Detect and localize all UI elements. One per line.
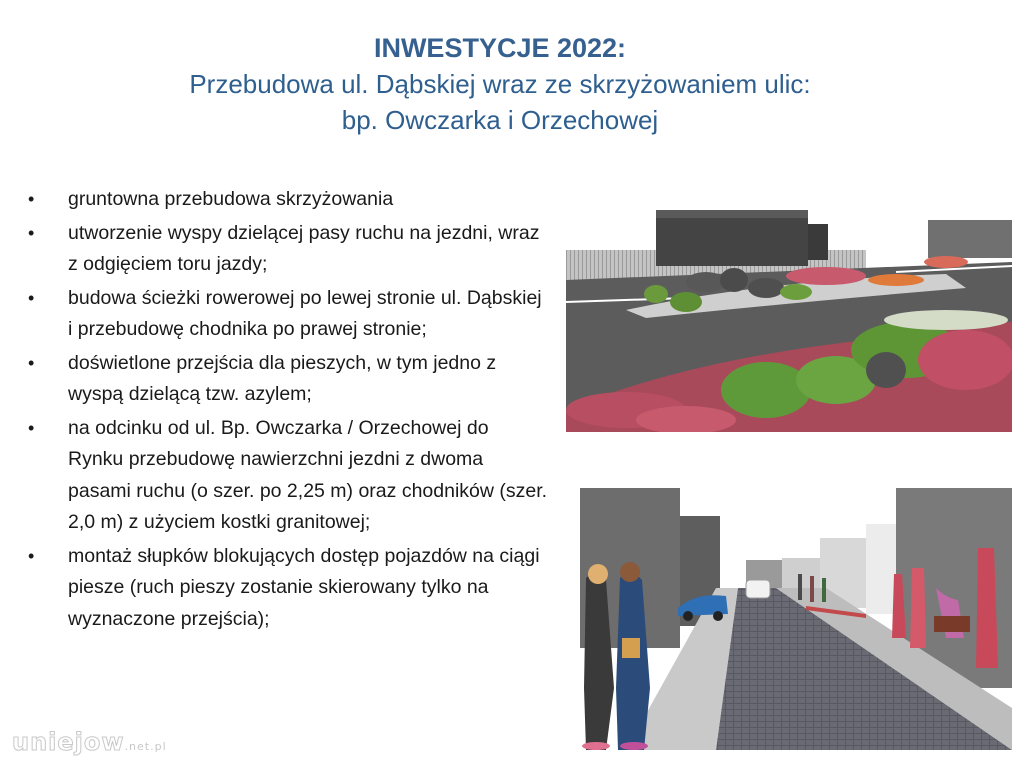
bullet-marker: • xyxy=(28,189,35,209)
slide-title xyxy=(0,30,1000,138)
bullet-marker: • xyxy=(28,222,35,243)
title-line-3: bp. Owczarka i Orzechowej xyxy=(341,105,659,135)
bullet-marker: • xyxy=(28,417,35,438)
bullet-item: • utworzenie wyspy dzielącej pasy ruchu na jezdni, wraz z odgięciem toru jazdy; xyxy=(28,218,548,281)
bullet-item: • doświetlone przejścia dla pieszych, w tym jedno z wyspą dzielącą tzw. azylem; xyxy=(28,348,548,411)
watermark: uniejow.net.pl xyxy=(12,728,167,756)
bullet-marker: • xyxy=(28,352,35,373)
title-line-1: INWESTYCJE 2022: xyxy=(373,33,627,63)
bullet-list xyxy=(28,184,548,637)
bullet-item: • budowa ścieżki rowerowej po lewej stronie ul. Dąbskiej i przebudowę chodnika po prawej stronie; xyxy=(28,283,548,346)
street-rendering xyxy=(566,488,1012,750)
title-line-2: Przebudowa ul. Dąbskiej wraz ze skrzyżowaniem ulic: xyxy=(189,69,811,99)
bullet-marker: • xyxy=(28,287,35,308)
bullet-item: • montaż słupków blokujących dostęp pojazdów na ciągi piesze (ruch pieszy zostanie skierowany tylko na wyznaczone przejścia); xyxy=(28,541,548,636)
bullet-item: • na odcinku od ul. Bp. Owczarka / Orzechowej do Rynku przebudowę nawierzchni jezdni z dwoma pasami ruchu (o szer. po 2,25 m) oraz chodników (szer. 2,0 m) z użyciem kostki granitowej; xyxy=(28,413,548,539)
bullet-item: • gruntowna przebudowa skrzyżowania xyxy=(28,184,548,216)
bullet-marker: • xyxy=(28,545,35,566)
intersection-rendering xyxy=(566,210,1012,432)
